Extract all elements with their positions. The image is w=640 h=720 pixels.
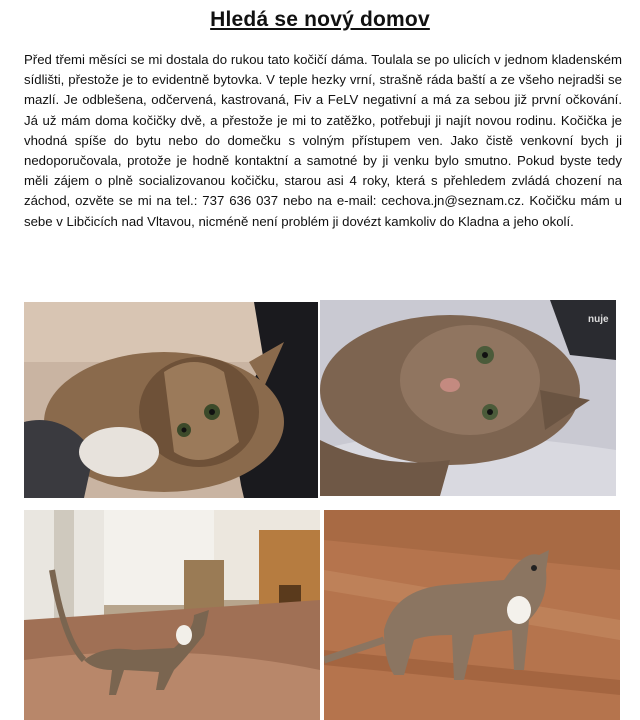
body-paragraph: Před třemi měsíci se mi dostala do rukou tato kočičí dáma. Toulala se po ulicích v jednom kladenském sídlišti, přestože je to evidentně bytovka. V teple hezky vrní, strašně ráda baští a ze všeho nejradši se mazlí. Je odblešena, odčervená, kastrovaná, Fiv a FeLV negativní a má za sebou již první očkování. Já už mám doma kočičky dvě, a přestože je mi to zatěžko, potřebuji ji najít novou rodinu. Kočička je vhodná spíše do bytu nebo do domečku s volným přístupem ven. Jako čistě venkovní bych ji nedoporučovala, protože je hodně kontaktní a samotné by ji venku bylo smutno. Pokud byste tedy měli zájem o plně socializovanou kočičku, starou asi 4 roky, která s přehledem zvládá chození na záchod, ozvěte se mi na tel.: 737 636 037 nebo na e-mail: cechova.jn@seznam.cz. Kočičku mám u sebe v Libčicích nad Vltavou, nicméně není problém ji dovézt kamkoliv do Kladna a jeho okolí. [24,52,622,229]
cat-photo-3 [24,510,320,720]
page-title: Hledá se nový domov [210,8,430,31]
cat-photo-2 [320,300,616,496]
cat-photo-1 [24,302,318,498]
cat-photo-4 [324,510,620,720]
svg-text:nuje: nuje [588,314,609,325]
